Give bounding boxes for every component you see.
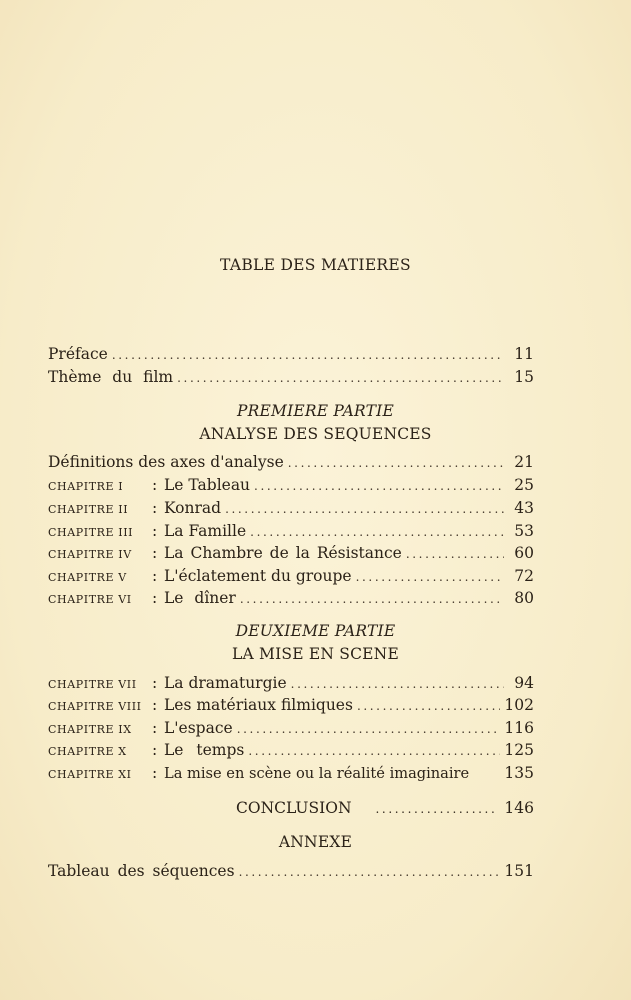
page-title: TABLE DES MATIERES (220, 256, 411, 274)
toc-page-number: 53 (514, 522, 534, 540)
toc-chapter-7[interactable] (48, 672, 534, 694)
dot-leader (248, 740, 500, 762)
toc-entry-definitions[interactable] (48, 451, 534, 473)
chapter-title: La Chambre de la Résistance (164, 544, 402, 562)
chapter-title: La dramaturgie (164, 674, 287, 692)
toc-chapter-1[interactable] (48, 474, 534, 496)
toc-page-number: 60 (514, 544, 534, 562)
toc-page-number: 43 (514, 499, 534, 517)
chapter-number: CHAPITRE IV (48, 548, 132, 561)
toc-entry-label: Préface (48, 345, 108, 363)
toc-page-number: 146 (504, 799, 534, 817)
dot-leader (357, 695, 500, 717)
chapter-colon: : (152, 719, 158, 737)
dot-leader (240, 588, 504, 610)
chapter-title: Le temps (164, 741, 245, 759)
chapter-number: CHAPITRE IX (48, 723, 132, 736)
chapter-number: CHAPITRE I (48, 480, 124, 493)
chapter-colon: : (152, 476, 158, 494)
toc-chapter-4[interactable] (48, 542, 534, 564)
chapter-colon: : (152, 589, 158, 607)
chapter-colon: : (152, 741, 158, 759)
chapter-title: La mise en scène ou la réalité imaginaire (164, 765, 470, 782)
part-subtitle-2: LA MISE EN SCENE (232, 645, 399, 663)
toc-page-number: 94 (514, 674, 534, 692)
chapter-title: L'éclatement du groupe (164, 567, 352, 585)
part-subtitle-1: ANALYSE DES SEQUENCES (199, 425, 432, 443)
toc-page-number: 135 (504, 764, 534, 782)
toc-entry-label: Thème du film (48, 368, 174, 386)
toc-page-number: 72 (514, 567, 534, 585)
toc-page-number: 25 (514, 476, 534, 494)
toc-entry-label: Définitions des axes d'analyse (48, 453, 284, 471)
conclusion-label: CONCLUSION (236, 799, 352, 817)
toc-entry-label: Tableau des séquences (48, 862, 235, 880)
annexe-heading: ANNEXE (278, 833, 353, 851)
toc-entry-theme[interactable] (48, 366, 534, 388)
toc-chapter-8[interactable] (48, 694, 534, 716)
part-heading-1: PREMIERE PARTIE (236, 402, 394, 420)
dot-leader (288, 452, 504, 474)
toc-chapter-3[interactable] (48, 520, 534, 542)
dot-leader (376, 798, 495, 820)
chapter-colon: : (152, 522, 158, 540)
chapter-number: CHAPITRE X (48, 745, 127, 758)
toc-page-number: 151 (504, 862, 534, 880)
chapter-title: Le dîner (164, 589, 236, 607)
toc-entry-preface[interactable] (48, 343, 534, 365)
chapter-title: Le Tableau (164, 476, 251, 494)
dot-leader (254, 475, 504, 497)
chapter-colon: : (152, 544, 158, 562)
toc-page-number: 116 (504, 719, 534, 737)
dot-leader (237, 718, 501, 740)
toc-entry-conclusion[interactable] (236, 797, 534, 819)
chapter-number: CHAPITRE V (48, 571, 127, 584)
chapter-title: Les matériaux filmiques (164, 696, 353, 714)
toc-chapter-6[interactable] (48, 587, 534, 609)
chapter-number: CHAPITRE III (48, 526, 134, 539)
dot-leader (356, 566, 504, 588)
chapter-title: L'espace (164, 719, 233, 737)
toc-page-number: 15 (514, 368, 534, 386)
toc-entry-annexe-table[interactable] (48, 860, 534, 882)
toc-page-number: 125 (504, 741, 534, 759)
chapter-colon: : (152, 499, 158, 517)
toc-chapter-11[interactable] (48, 762, 534, 784)
toc-chapter-9[interactable] (48, 717, 534, 739)
toc-page-number: 102 (504, 696, 534, 714)
dot-leader (225, 498, 504, 520)
dot-leader (291, 673, 504, 695)
chapter-title: Konrad (164, 499, 222, 517)
toc-chapter-2[interactable] (48, 497, 534, 519)
chapter-colon: : (152, 764, 158, 782)
toc-page-number: 21 (514, 453, 534, 471)
dot-leader (177, 367, 504, 389)
toc-chapter-5[interactable] (48, 565, 534, 587)
dot-leader (239, 861, 501, 883)
dot-leader (406, 543, 504, 565)
part-heading-2: DEUXIEME PARTIE (235, 622, 396, 640)
chapter-number: CHAPITRE VI (48, 593, 132, 606)
chapter-colon: : (152, 674, 158, 692)
dot-leader (112, 344, 504, 366)
chapter-title: La Famille (164, 522, 247, 540)
toc-chapter-10[interactable] (48, 739, 534, 761)
chapter-number: CHAPITRE II (48, 503, 129, 516)
chapter-colon: : (152, 696, 158, 714)
chapter-number: CHAPITRE XI (48, 768, 132, 781)
toc-page-number: 11 (514, 345, 534, 363)
chapter-number: CHAPITRE VII (48, 678, 137, 691)
dot-leader (250, 521, 504, 543)
toc-page-number: 80 (514, 589, 534, 607)
chapter-number: CHAPITRE VIII (48, 700, 142, 713)
chapter-colon: : (152, 567, 158, 585)
